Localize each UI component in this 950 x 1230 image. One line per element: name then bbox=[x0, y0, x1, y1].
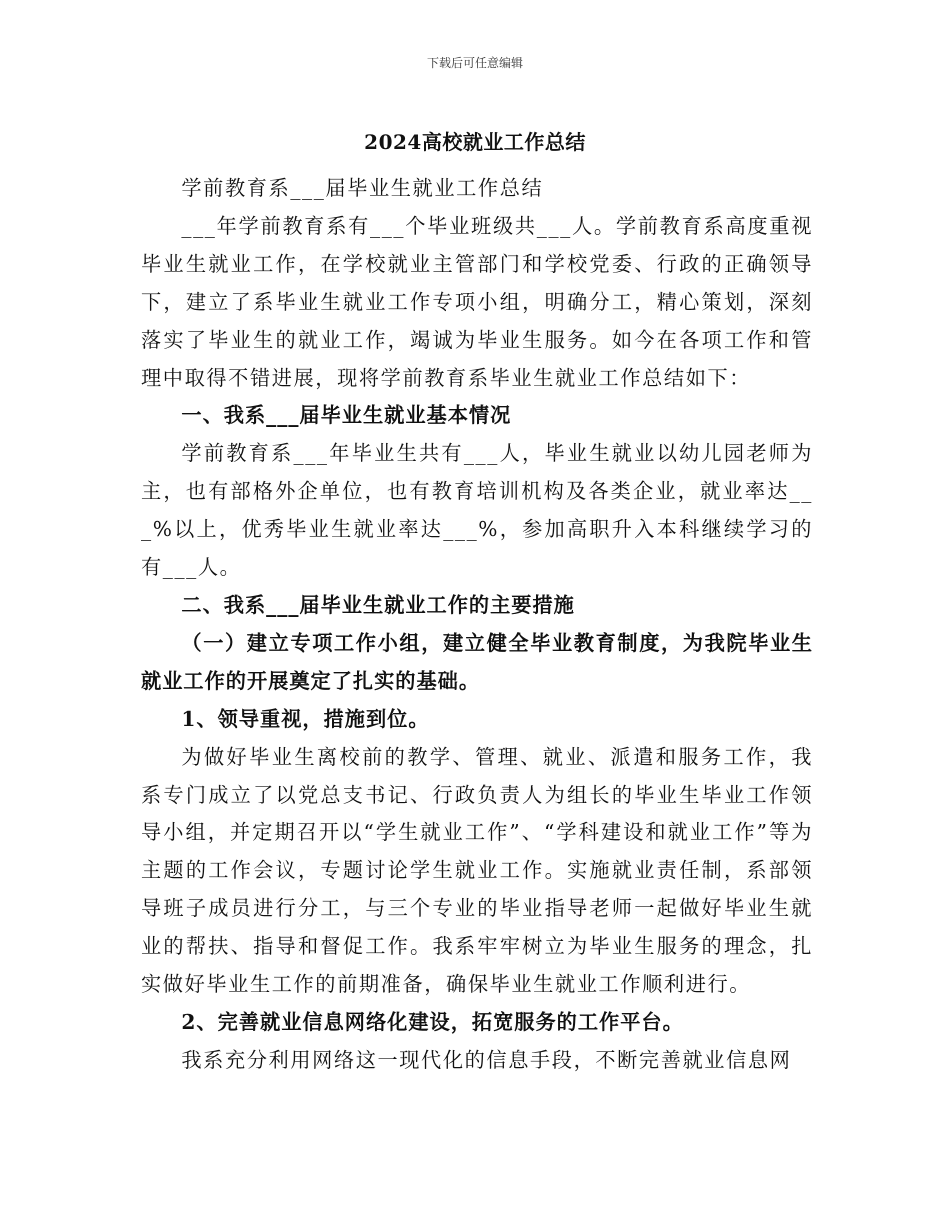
document-title: 2024高校就业工作总结 bbox=[364, 130, 586, 154]
item-heading-2: 2、完善就业信息网络化建设，拓宽服务的工作平台。 bbox=[181, 1009, 684, 1034]
document-body bbox=[141, 170, 813, 1080]
paragraph-intro: ___年学前教育系有___个毕业班级共___人。学前教育系高度重视毕业生就业工作，在学校就业主管部门和学校党委、行政的正确领导下，建立了系毕业生就业工作专项小组，明确分工，精心策划，深刻落实了毕业生的就业工作，竭诚为毕业生服务。如今在各项工作和管理中取得不错进展，现将学前教育系毕业生就业工作总结如下： bbox=[141, 213, 813, 390]
header-note: 下载后可任意编辑 bbox=[426, 56, 523, 70]
item-heading-1: 1、领导重视，措施到位。 bbox=[181, 706, 430, 731]
paragraph-leadership: 为做好毕业生离校前的教学、管理、就业、派遣和服务工作，我系专门成立了以党总支书记、行政负责人为组长的毕业生毕业工作领导小组，并定期召开以“学生就业工作”、“学科建设和就业工作”等为主题的工作会议，专题讨论学生就业工作。实施就业责任制，系部领导班子成员进行分工，与三个专业的毕业指导老师一起做好毕业生就业的帮扶、指导和督促工作。我系牢牢树立为毕业生服务的理念，扎实做好毕业生工作的前期准备，确保毕业生就业工作顺利进行。 bbox=[141, 744, 813, 997]
section-heading-1: 一、我系___届毕业生就业基本情况 bbox=[181, 403, 512, 428]
paragraph-basic-situation: 学前教育系___年毕业生共有___人，毕业生就业以幼儿园老师为主，也有部格外企单位，也有教育培训机构及各类企业，就业率达___%以上，优秀毕业生就业率达___%，参加高职升入本科继续学习的有___人。 bbox=[141, 441, 813, 580]
paragraph-network: 我系充分利用网络这一现代化的信息手段，不断完善就业信息网 bbox=[181, 1047, 792, 1072]
subsection-heading-1: （一）建立专项工作小组，建立健全毕业教育制度，为我院毕业生就业工作的开展奠定了扎实的基础。 bbox=[141, 630, 813, 693]
section-heading-2: 二、我系___届毕业生就业工作的主要措施 bbox=[181, 592, 575, 617]
paragraph-subtitle: 学前教育系___届毕业生就业工作总结 bbox=[181, 176, 544, 200]
